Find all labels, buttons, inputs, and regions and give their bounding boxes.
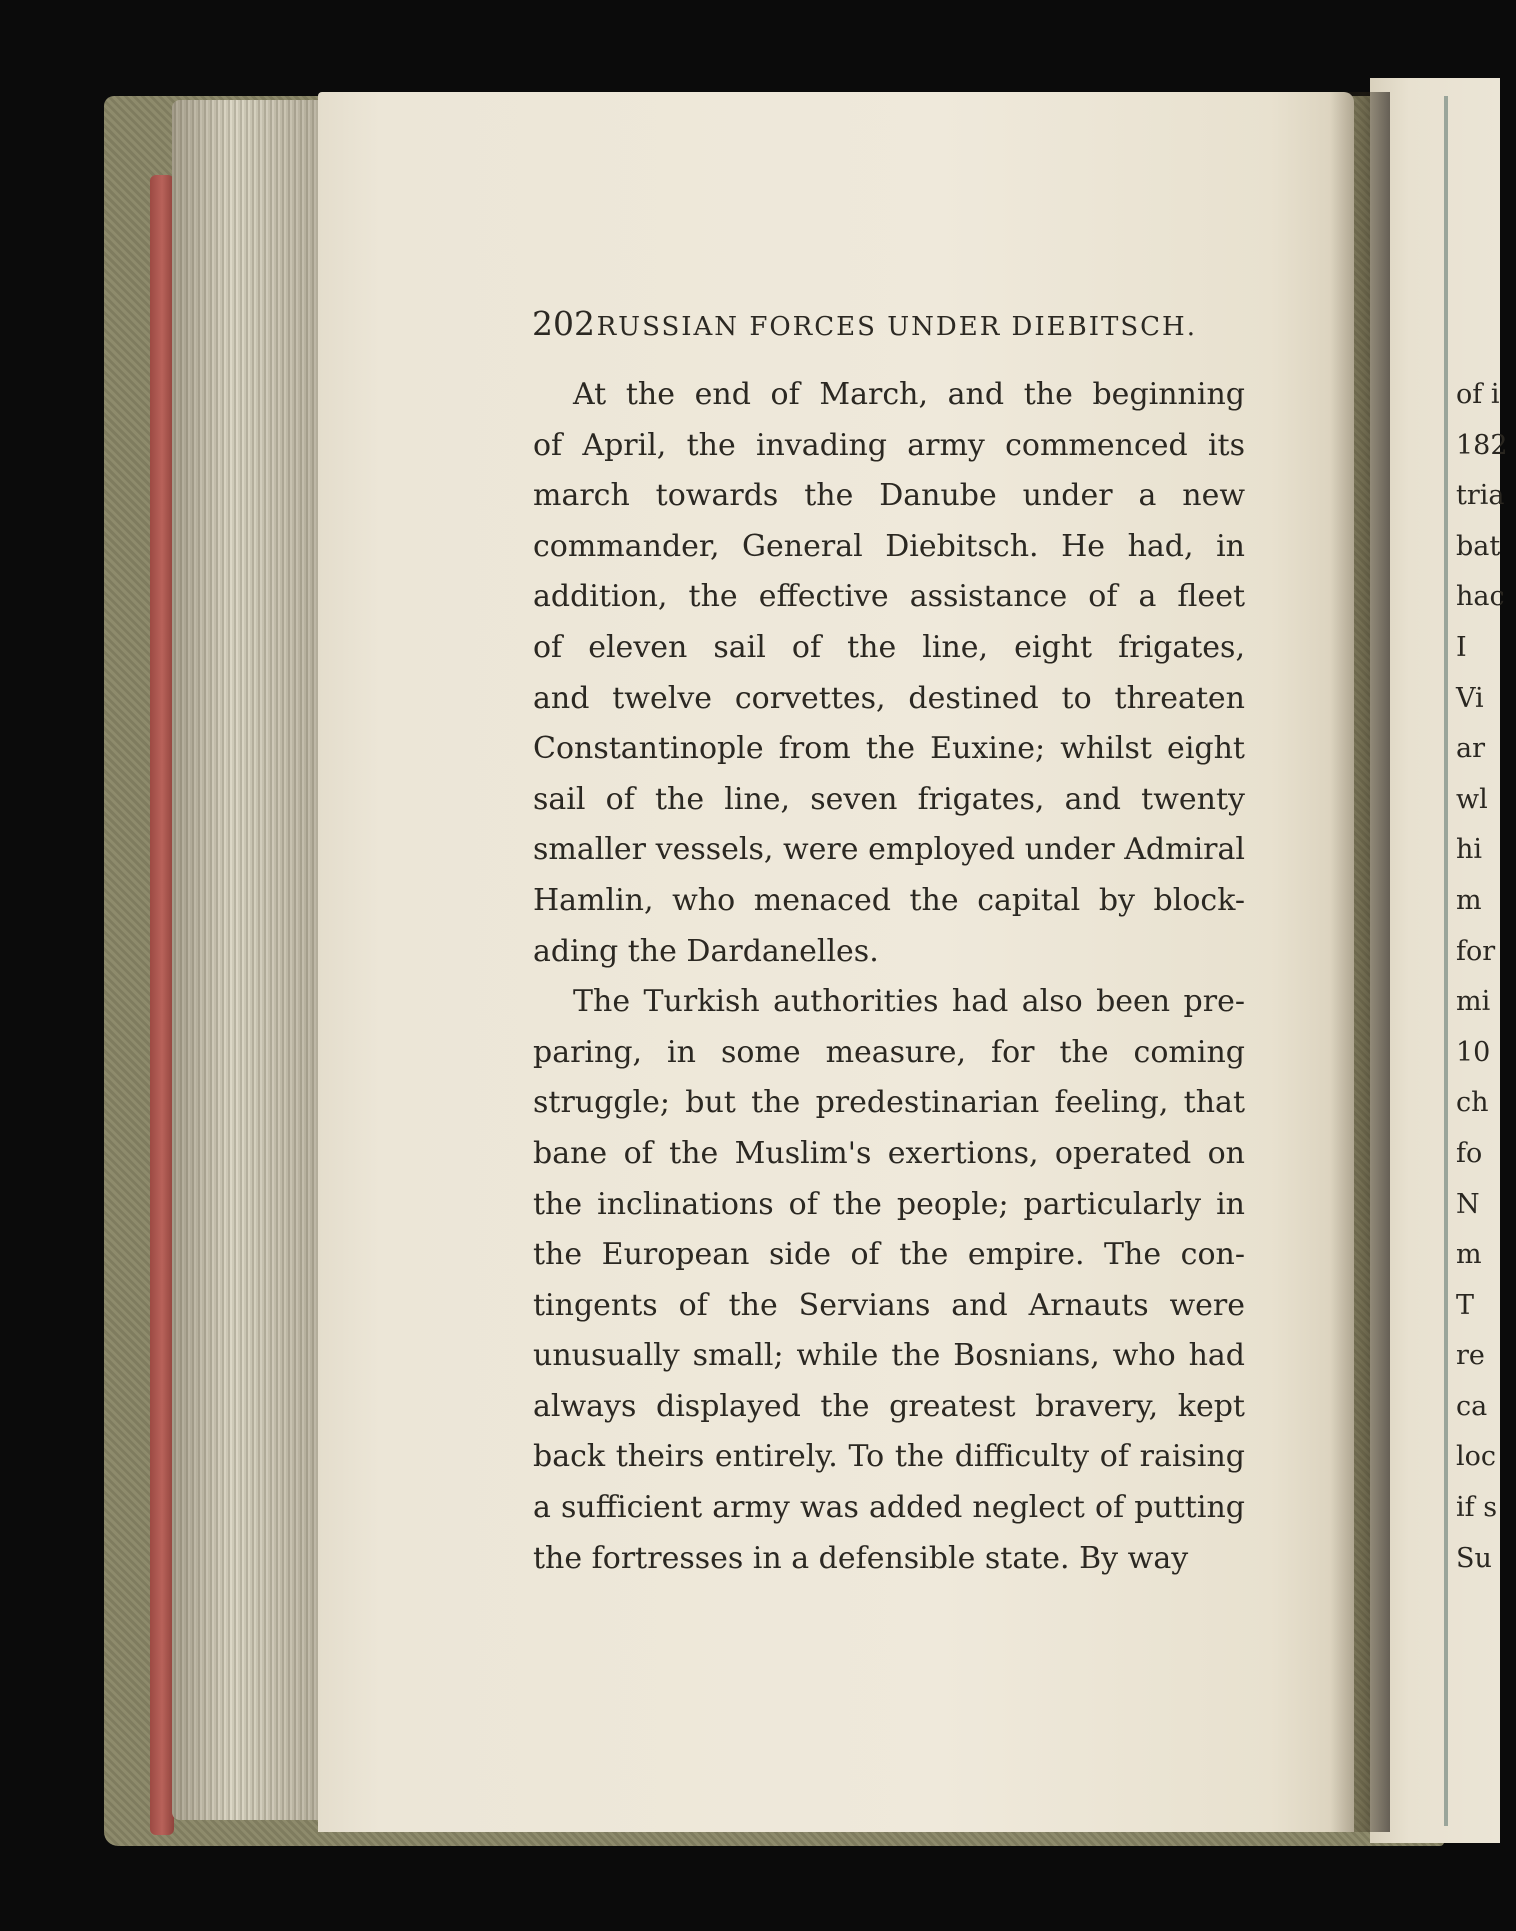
text-line: the inclinations of the people; particularly in [533,1186,1245,1222]
facing-text-fragment: hac [1456,581,1505,613]
facing-text-fragment: for [1456,935,1496,967]
facing-text-fragment: loc [1456,1441,1497,1473]
facing-page-rule [1444,96,1448,1826]
text-line: tingents of the Servians and Arnauts were [533,1287,1245,1323]
facing-text-fragment: I [1456,631,1467,663]
text-line: struggle; but the predestinarian feeling, that [533,1085,1245,1121]
running-head [532,304,1197,344]
text-line: of April, the invading army commenced its [533,427,1245,463]
facing-text-fragment: ar [1456,733,1486,765]
gutter-shadow [1330,92,1390,1832]
text-line: unusually small; while the Bosnians, who had [533,1338,1245,1374]
text-line: smaller vessels, were employed under Admiral [533,832,1245,868]
facing-text-fragment: ca [1456,1390,1488,1422]
text-line: addition, the effective assistance of a fleet [533,579,1245,615]
facing-text-fragment: m [1456,884,1482,916]
text-line: At the end of March, and the beginning [573,377,1245,412]
facing-text-fragment: bat [1456,530,1501,562]
facing-page-text [1456,370,1516,1584]
body-text [533,370,1245,1584]
facing-text-fragment: N [1456,1188,1480,1220]
text-line: of eleven sail of the line, eight frigates, [533,629,1245,665]
text-line: and twelve corvettes, destined to threaten [533,680,1245,716]
text-line: back theirs entirely. To the difficulty of raising [533,1439,1245,1475]
text-line: Constantinople from the Euxine; whilst eight [533,731,1245,767]
facing-text-fragment: 182 [1456,429,1508,461]
text-line: The Turkish authorities had also been pre- [573,984,1245,1020]
running-head-title: RUSSIAN FORCES UNDER DIEBITSCH. [596,312,1197,342]
facing-text-fragment: m [1456,1239,1482,1271]
text-line: the European side of the empire. The con- [533,1237,1245,1273]
text-line: always displayed the greatest bravery, kept [533,1388,1245,1424]
page-edge-red [150,175,174,1835]
facing-text-fragment: wl [1456,783,1488,815]
facing-text-fragment: Su [1456,1542,1492,1574]
facing-text-fragment: 10 [1456,1036,1491,1068]
text-line: paring, in some measure, for the coming [533,1034,1245,1070]
facing-text-fragment: ch [1456,1087,1489,1119]
text-line: bane of the Muslim's exertions, operated on [533,1135,1245,1171]
text-line: Hamlin, who menaced the capital by block- [533,882,1245,918]
facing-text-fragment: hi [1456,834,1483,866]
facing-text-fragment: mi [1456,986,1491,1018]
page-edges-shade [172,100,322,1820]
facing-text-fragment: of i [1456,379,1500,410]
facing-text-fragment: re [1456,1340,1485,1372]
facing-text-fragment: if s [1456,1492,1498,1524]
text-line: the fortresses in a defensible state. By way [533,1540,1189,1576]
text-line: commander, General Diebitsch. He had, in [533,528,1245,564]
text-line: ading the Dardanelles. [533,933,879,969]
text-line: march towards the Danube under a new [533,478,1245,514]
facing-text-fragment: tria [1456,480,1505,512]
facing-text-fragment: fo [1456,1137,1483,1169]
facing-text-fragment: T [1456,1289,1475,1321]
facing-text-fragment: Vi [1456,682,1484,714]
text-line: sail of the line, seven frigates, and twenty [533,781,1245,817]
page-number: 202 [532,304,595,343]
text-line: a sufficient army was added neglect of putting [533,1490,1245,1526]
